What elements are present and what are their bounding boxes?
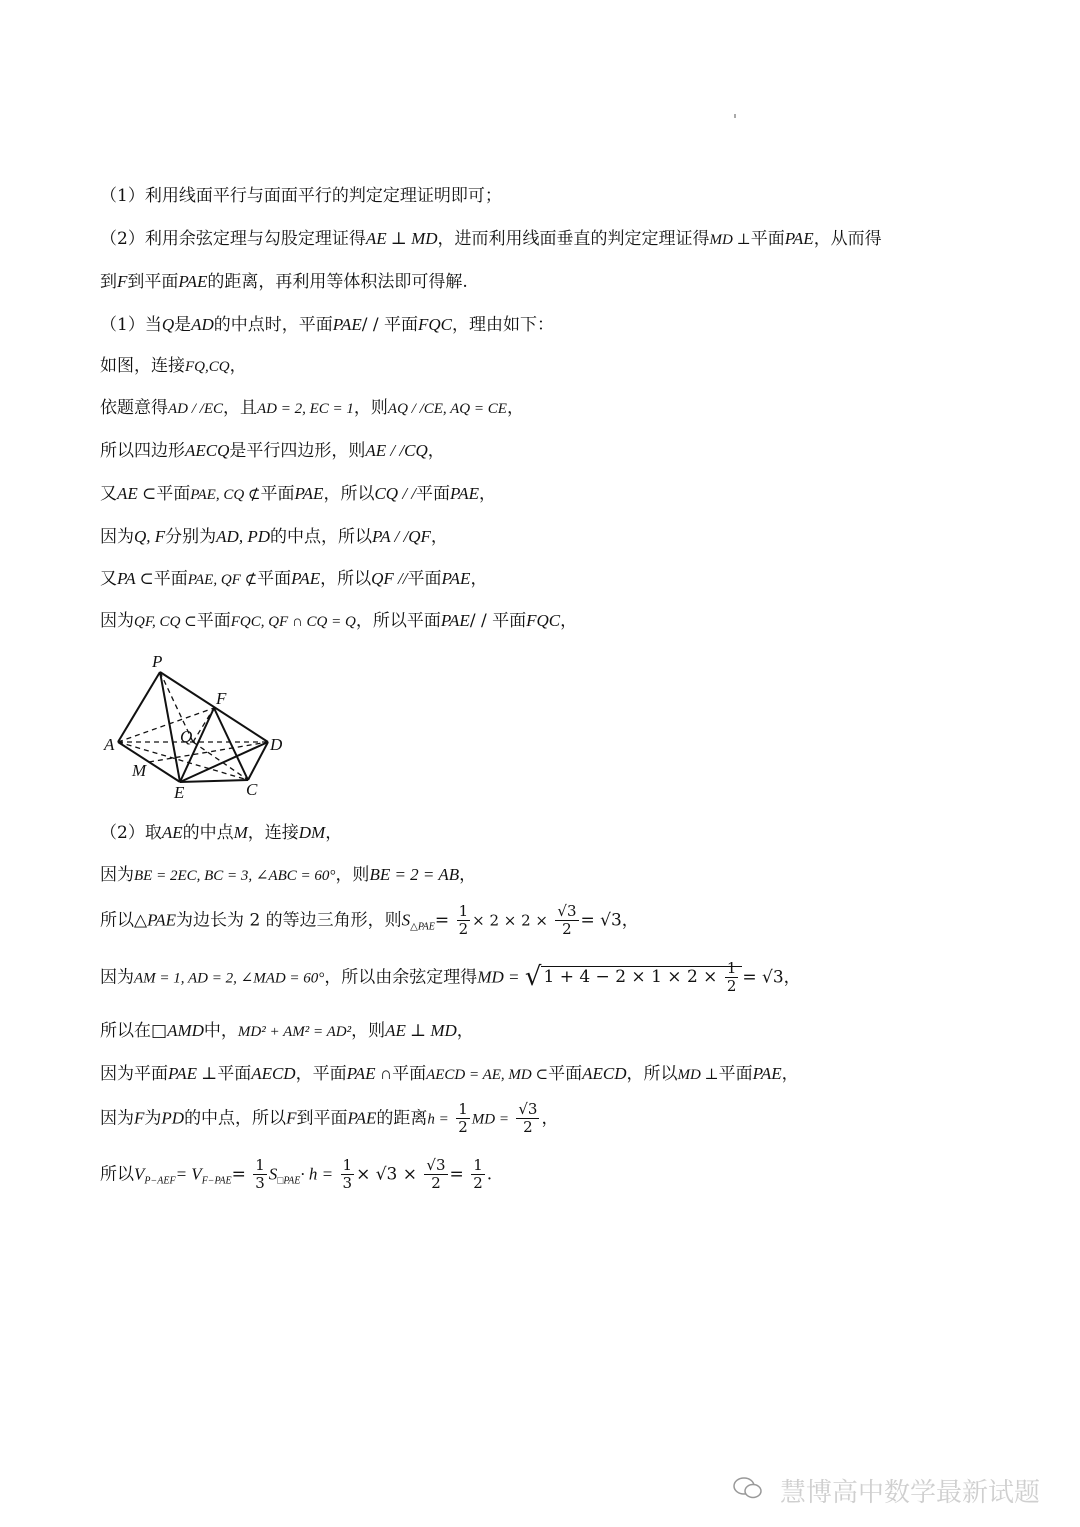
solution-line-14: 因为平面PAE ⊥平面AECD，平面PAE ∩平面AECD = AE, MD ⊂平面AECD，所以MD ⊥平面PAE，	[100, 1064, 799, 1084]
solution-line-3: 依题意得AD / /EC，且AD = 2, EC = 1，则AQ / /CE, AQ = CE，	[100, 398, 524, 418]
edge-AF	[118, 708, 214, 742]
solution-line-13: 所以在□AMD中，MD² + AM² = AD²，则AE ⊥ MD，	[100, 1021, 474, 1041]
watermark-text: 慧博高中数学最新试题	[779, 1478, 1040, 1508]
solution-line-2: 如图，连接FQ,CQ，	[100, 356, 247, 376]
solution-line-5: 又AE ⊂平面PAE, CQ ⊄平面PAE，所以CQ / /平面PAE，	[100, 484, 496, 504]
solution-line-12: 因为AM = 1, AD = 2, ∠MAD = 60°，所以由余弦定理得MD = √ 1 + 4 − 2 × 1 × 2 × $\frac{1}{2}$ = √3，	[100, 959, 801, 996]
analysis-line-2: （2）利用余弦定理与勾股定理证得AE ⊥ MD，进而利用线面垂直的判定定理证得MD ⊥平面PAE，从而得	[100, 229, 882, 249]
pyramid-figure	[98, 650, 298, 800]
edge-ED	[180, 742, 268, 782]
solution-line-8: 因为QF, CQ ⊂平面FQC, QF ∩ CQ = Q，所以平面PAE/ / 平面FQC，	[100, 611, 578, 631]
label-P: P	[152, 652, 163, 671]
label-M: M	[132, 761, 147, 780]
label-A: A	[104, 735, 115, 754]
analysis-line-3: 到F到平面PAE的距离，再利用等体积法即可得解.	[100, 272, 468, 292]
solution-line-4: 所以四边形AECQ是平行四边形，则AE / /CQ，	[100, 441, 445, 461]
solution-line-6: 因为Q, F分别为AD, PD的中点，所以PA / /QF，	[100, 527, 448, 547]
solution-line-15: 因为F为PD的中点，所以F到平面PAE的距离h = $\frac{1}{2}$ MD = $\frac{√3}{2}$ ，	[100, 1100, 559, 1137]
label-F: F	[216, 689, 227, 708]
solution-line-11: 所以△PAE为边长为 2 的等边三角形，则$S_{\triangle PAE}=$ $\frac{1}{2}$ × 2 × 2 × $\frac{√3}{2}$ = √3，	[100, 902, 639, 939]
label-E: E	[174, 783, 185, 800]
edge-PE	[160, 672, 180, 782]
edge-EC	[180, 780, 248, 782]
solution-line-10: 因为BE = 2EC, BC = 3, ∠ABC = 60°，则BE = 2 = AB，	[100, 865, 477, 885]
wechat-icon	[733, 1477, 763, 1499]
solution-line-16: 所以$V_{P-AEF}= V_{F-PAE}=$ $\frac{1}{3}$ $S_{□PAE}\cdot h$ = $\frac{1}{3}$ × √3 × $\frac{√3}{2}$ = $\frac{1}{2}$ .	[100, 1156, 493, 1193]
edge-CD	[248, 742, 268, 780]
page-mark	[734, 114, 736, 118]
solution-line-7: 又PA ⊂平面PAE, QF ⊄平面PAE，所以QF //平面PAE，	[100, 569, 488, 589]
edge-PA	[118, 672, 160, 742]
label-D: D	[270, 735, 283, 754]
solution-line-9: （2）取AE的中点M，连接DM，	[100, 823, 343, 843]
analysis-line-1: （1）利用线面平行与面面平行的判定定理证明即可；	[100, 186, 502, 206]
label-C: C	[246, 780, 258, 799]
solution-line-1: （1）当Q是AD的中点时，平面PAE/ / 平面FQC，理由如下：	[100, 315, 555, 335]
label-Q: Q	[180, 727, 193, 746]
